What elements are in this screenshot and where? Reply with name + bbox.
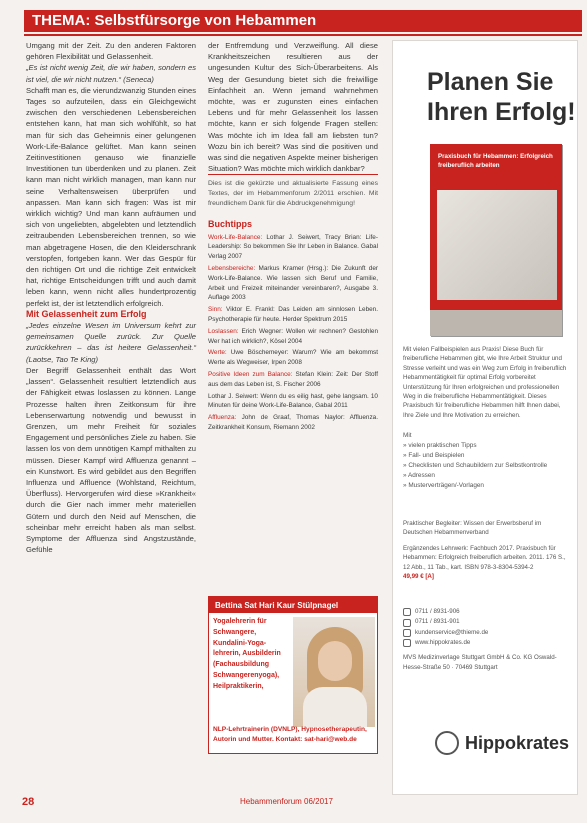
author-description: Yogalehrerin für Schwangere, Kundalini-Yoga-lehrerin, Ausbilderin (Fachausbildung Schwangerenyoga), Heilpraktikerin, <box>213 618 281 690</box>
book-item: Sinn: Viktor E. Frankl: Das Leiden am sinnlosen Leben. Psychotherapie für heute. Herder Spektrum 2015 <box>208 306 379 324</box>
book-item: Lebensbereiche: Markus Kramer (Hrsg.): Die Zukunft der Work-Life-Balance. Wie lassen sich Beruf und Familie, Arbeit und Freizeit miteinander vereinbaren?, Ausgabe 3. Auflage 2003 <box>208 265 378 302</box>
bullet-item: » Checklisten und Schaubildern zur Selbstkontrolle <box>403 462 548 469</box>
page-footer <box>0 796 587 812</box>
cover-photo <box>437 190 557 300</box>
author-contact: NLP-Lehrtrainerin (DVNLP), Hypnosetherapeutin, Autorin und Mutter. Kontakt: sat-hari@web.de <box>213 726 367 744</box>
book-cover <box>430 144 562 336</box>
order-info <box>403 519 571 581</box>
contact-row[interactable]: 0711 / 8931-901 <box>403 617 571 627</box>
contact-list <box>403 607 571 673</box>
ad-headline: Planen Sie Ihren Erfolg! <box>427 68 576 126</box>
book-item: Affluenza: John de Graaf, Thomas Naylor: Affluenza. Zeitkrankheit Konsum, Riemann 2002 <box>208 414 378 431</box>
ad-bullets <box>403 431 571 491</box>
ad-description: Mit vielen Fallbeispielen aus Praxis! Diese Buch für freiberufliche Hebammen gibt, wie Ihre Arbeit Struktur und Stresse verleiht und was ein Weg zum Erfolg in freiberuflich Hebammentätigkeit für optimal Erfolg vorbereitet Unterstützung für Ihren erfolgreichen und professionellen Weg in die freiberufliche Hebammentätigkeit. Dieses Praxisbuch für freiberufliche Hebammen hilft Ihnen dabei, Ihre Ziele und Ihre Motivation zu erreichen. <box>403 346 567 419</box>
contact-row[interactable]: 0711 / 8931-906 <box>403 607 571 617</box>
column-2 <box>208 40 378 433</box>
paragraph: Umgang mit der Zeit. Zu den anderen Faktoren gehören Flexibilität und Gelassenheit. <box>26 41 196 62</box>
book-item: Work-Life-Balance: Lothar J. Seiwert, Tracy Brian: Life-Leadership: So bekommen Sie Ihr Leben in Balance. Gabal Verlag 2007 <box>208 233 378 261</box>
author-photo <box>293 617 375 727</box>
publisher-name: Hippokrates <box>465 732 570 753</box>
book-title: Praxisbuch für Hebammen: Erfolgreich freiberuflich arbeiten <box>438 153 553 169</box>
order-text: Ergänzendes Lehrwerk: Fachbuch 2017. Praxisbuch für Hebammen: Erfolgreich freiberuflich arbeiten. 2011. 176 S., 12 Abb., 11 Tab., kart. ISBN 978-3-8304-5394-2 <box>403 544 566 571</box>
fax-icon <box>403 619 411 627</box>
bullet-item: » vielen praktischen Tipps <box>403 442 477 449</box>
reprint-note: Dies ist die gekürzte und aktualisierte Fassung eines Textes, der im Hebammenforum 2/2011 erschien. Mit freundlichem Dank für die Abdruckgenehmigung! <box>208 174 378 209</box>
mail-icon <box>403 629 411 637</box>
bullet-item: » Adressen <box>403 472 435 479</box>
page-number: 28 <box>22 796 35 808</box>
publisher-address: MVS Medizinverlage Stuttgart GmbH & Co. KG Oswald-Hesse-Straße 50 · 70469 Stuttgart <box>403 653 557 672</box>
book-item: Lothar J. Seiwert: Wenn du es eilig hast, gehe langsam. 10 Minuten für deine Work-Life-Balance, Gabal 2011 <box>208 392 378 410</box>
paragraph: der Entfremdung und Verzweiflung. All diese Krankheitszeichen resultieren aus der ungesunden Kultur des Sich-Überarbeitens. Als Weg der Gesundung bietet sich die freiwillige Einfachheit an. Wenn jemand wahrnehmen möchte, was er zugunsten eines einfachen Lebens und für mehr Gelassenheit los lassen möchte, kann er sich folgende Fragen stellen: Was möchte ich im Idea fall am liebsten tun? Wozu bin ich bereit? Was sind die positiven und was sind die negativen Aspekte meiner bisherigen Situation? Was möchte mich wirklich dankbar? <box>208 41 378 174</box>
paragraph: Schafft man es, die vierundzwanzig Stunden eines Tages so aufzuteilen, dass ein Gleichgewicht zwischen den verschiedenen Lebensbereichen entstehen kann, hat man sich wohlfühlt, so hat man für sich das Geheimnis einer gelungenen Work-Life-Balance gelüftet. Man kann seinen Zeitinvestitionen genauso wie finanzielle Investitionen tun überdenken und zu planen. Zeit kann man nicht wirklich managen, man kann nur seine Verhaltensweisen überprüfen und anpassen. Man kann sich fragen: Was ist mir wirklich wichtig? Und man kann aufräumen und sich von ungeliebten, abgelebten und letztendlich zeitraubenden Lebensbereichen trennen, so wie man abgetragene Hosen, die den Kleiderschrank verstopfen, fortgeben kann. Wer das Gespür für den richtigen Ort und die richtige Zeit entwickelt hat, richtige Entscheidungen trifft und auch damit leben kann, wenn nicht alles hundertprozentig perfekt ist, der ist letztendlich erfolgreich. <box>26 85 196 308</box>
article <box>26 40 576 780</box>
order-intro: Praktischer Begleiter: Wissen der Erwerbsberuf im Deutschen Hebammenverband <box>403 520 542 537</box>
book-list <box>208 233 378 433</box>
book-item: Loslassen: Erich Wegner: Wollen wir rechnen? Gestohlen Wer hat ich wirklich?, Kösel 2004 <box>208 327 378 345</box>
book-tips <box>208 219 378 432</box>
price: 49,99 € [A] <box>403 573 434 581</box>
header-rule <box>24 34 582 36</box>
bullet-item: » Fall- und Beispielen <box>403 452 465 459</box>
bullet-item: » Musterverträgen/-Vorlagen <box>403 482 484 489</box>
book-tips-title: Buchtipps <box>208 219 252 230</box>
author-name: Bettina Sat Hari Kaur Stülpnagel <box>209 597 377 613</box>
quote: „Jedes einzelne Wesen im Universum kehrt zur gemeinsamen Quelle zurück. Zur Quelle zurückkehren – das ist heitere Gelassenheit.“ (Laotse, Tao Te King) <box>26 321 196 364</box>
contact-row[interactable]: www.hippokrates.de <box>403 638 571 648</box>
column-1 <box>26 40 196 555</box>
hippocrates-icon <box>435 731 459 755</box>
cover-footer <box>430 310 562 336</box>
phone-icon <box>403 608 411 616</box>
book-item: Werte: Uwe Böschemeyer: Warum? Wie am bekommst Werte als Wegweiser, Irpen 2008 <box>208 349 378 367</box>
bullet-intro: Mit <box>403 432 412 439</box>
publisher-logo <box>435 731 569 755</box>
subheading: Mit Gelassenheit zum Erfolg <box>26 308 147 319</box>
paragraph: Der Begriff Gelassenheit enthält das Wort „lassen“. Gelassenheit resultiert letztendlich aus der Fähigkeit etwas loslassen zu können. Lange Prozesse halten ihren Zeitkonsum für ihre Lebenserwartung notwendig und bewusst in Grenzen, um mehr Freiheit für soziales Engagement und persönliches Ziele zu haben. Sie lassen los von dem unnötigen Kampf mithalten zu müssen. Dieser Kampf wird Affluenza genannt – ein Kunstwort. Es wird gebildet aus den Begriffen Influenza und Affluence (Wohlstand, Reichtum, Überfluss). Hervorgerufen wird diese »Krankheit« durch die Gier nach immer mehr materiellen Gütern und durch den Neid auf Menschen, die scheinbar mehr erreicht haben als man selbst. Symptome der Affluenza sind Angstzustände, Gefühle <box>26 365 196 555</box>
web-icon <box>403 639 411 647</box>
book-item: Positive Ideen zum Balance: Stefan Klein: Zeit: Der Stoff aus dem das Leben ist, S. Fischer 2006 <box>208 371 378 388</box>
author-box <box>208 596 378 754</box>
advertisement <box>392 40 578 795</box>
section-title: THEMA: Selbstfürsorge von Hebammen <box>32 12 317 29</box>
page-header <box>24 10 582 32</box>
quote: „Es ist nicht wenig Zeit, die wir haben, sondern es ist viel, die wir nicht nutzen.“ (Seneca) <box>26 63 196 84</box>
issue-title: Hebammenforum 06/2017 <box>240 797 333 806</box>
contact-row[interactable]: kundenservice@thieme.de <box>403 628 571 638</box>
